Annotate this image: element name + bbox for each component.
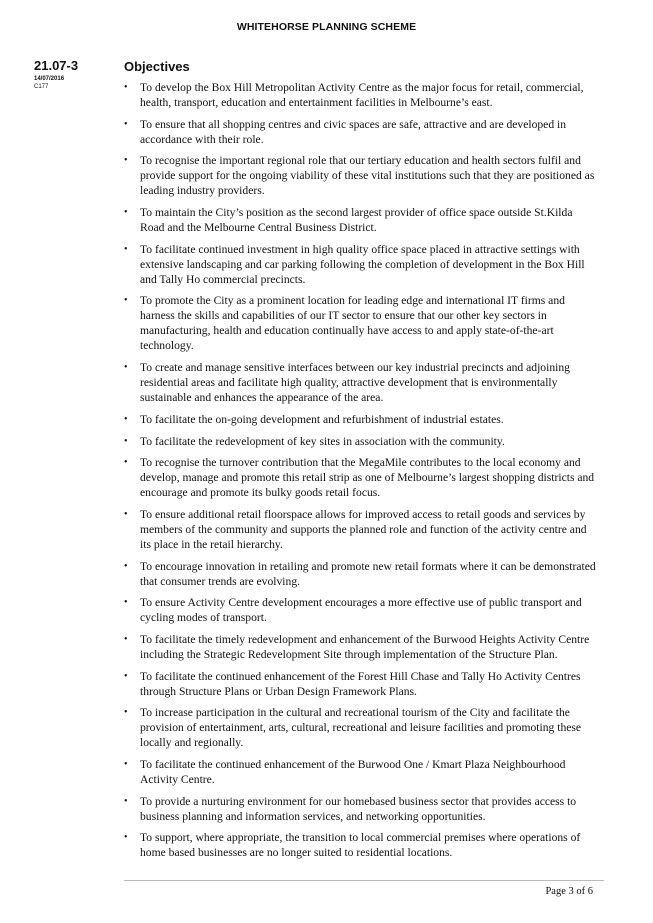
objective-item: • To maintain the City’s position as the second largest provider of office space outside St.Kilda Road and the Melbourne Central Business District. — [124, 205, 596, 235]
objective-item: • To encourage innovation in retailing and promote new retail formats where it can be demonstrated that consumer trends are evolving. — [124, 559, 596, 589]
objective-item: • To ensure Activity Centre development encourages a more effective use of public transport and cycling modes of transport. — [124, 595, 596, 625]
objective-item: • To facilitate the timely redevelopment and enhancement of the Burwood Heights Activity Centre including the Strategic Redevelopment Site through implementation of the Structure Plan. — [124, 632, 596, 662]
objective-item: • To promote the City as a prominent location for leading edge and international IT firms and harness the skills and capabilities of our IT sector to ensure that our other key sectors in manufacturing, health and education continually have access to and apply state-of-the-art technology. — [124, 293, 596, 353]
section-title: Objectives — [124, 59, 190, 74]
objective-item: • To increase participation in the cultural and recreational tourism of the City and facilitate the provision of entertainment, arts, cultural, recreational and leisure facilities and promoting these locally and regionally. — [124, 705, 596, 750]
objective-item: • To facilitate continued investment in high quality office space placed in attractive settings with extensive landscaping and car parking following the completion of development in the Box Hill and Tally Ho commercial precincts. — [124, 242, 596, 287]
objective-item: • To recognise the important regional role that our tertiary education and health sectors fulfil and provide support for the ongoing viability of these vital institutions such that they are positioned as leading industry providers. — [124, 153, 596, 198]
objective-item: • To develop the Box Hill Metropolitan Activity Centre as the major focus for retail, commercial, health, transport, education and entertainment facilities in Melbourne’s east. — [124, 80, 596, 110]
objectives-list — [124, 80, 596, 867]
objective-item: • To facilitate the on-going development and refurbishment of industrial estates. — [124, 412, 596, 427]
objective-item: • To facilitate the continued enhancement of the Forest Hill Chase and Tally Ho Activity Centres through Structure Plans or Urban Design Framework Plans. — [124, 669, 596, 699]
clause-date: 14/07/2016 — [34, 76, 65, 82]
objective-item: • To ensure that all shopping centres and civic spaces are safe, attractive and are developed in accordance with their role. — [124, 117, 596, 147]
page-number: Page 3 of 6 — [545, 886, 593, 897]
clause-amendment: C177 — [34, 84, 49, 90]
objective-item: • To provide a nurturing environment for our homebased business sector that provides access to business planning and information services, and networking opportunities. — [124, 794, 596, 824]
clause-number: 21.07-3 — [34, 58, 79, 73]
page-header-title: WHITEHORSE PLANNING SCHEME — [236, 21, 417, 33]
objective-item: • To recognise the turnover contribution that the MegaMile contributes to the local economy and develop, manage and promote this retail strip as one of Melbourne’s largest shopping districts and encourage and promote its bulky goods retail focus. — [124, 455, 596, 500]
objective-item: • To support, where appropriate, the transition to local commercial premises where operations of home based businesses are no longer suited to residential locations. — [124, 830, 596, 860]
objective-item: • To ensure additional retail floorspace allows for improved access to retail goods and services by members of the community and supports the planned role and function of the activity centre and its place in the retail hierarchy. — [124, 507, 596, 552]
objective-item: • To create and manage sensitive interfaces between our key industrial precincts and adjoining residential areas and facilitate high quality, attractive development that is environmentally sustainable and enhances the appearance of the area. — [124, 360, 596, 405]
objective-item: • To facilitate the redevelopment of key sites in association with the community. — [124, 434, 596, 449]
objective-item: • To facilitate the continued enhancement of the Burwood One / Kmart Plaza Neighbourhood Activity Centre. — [124, 757, 596, 787]
footer-divider — [124, 880, 604, 881]
